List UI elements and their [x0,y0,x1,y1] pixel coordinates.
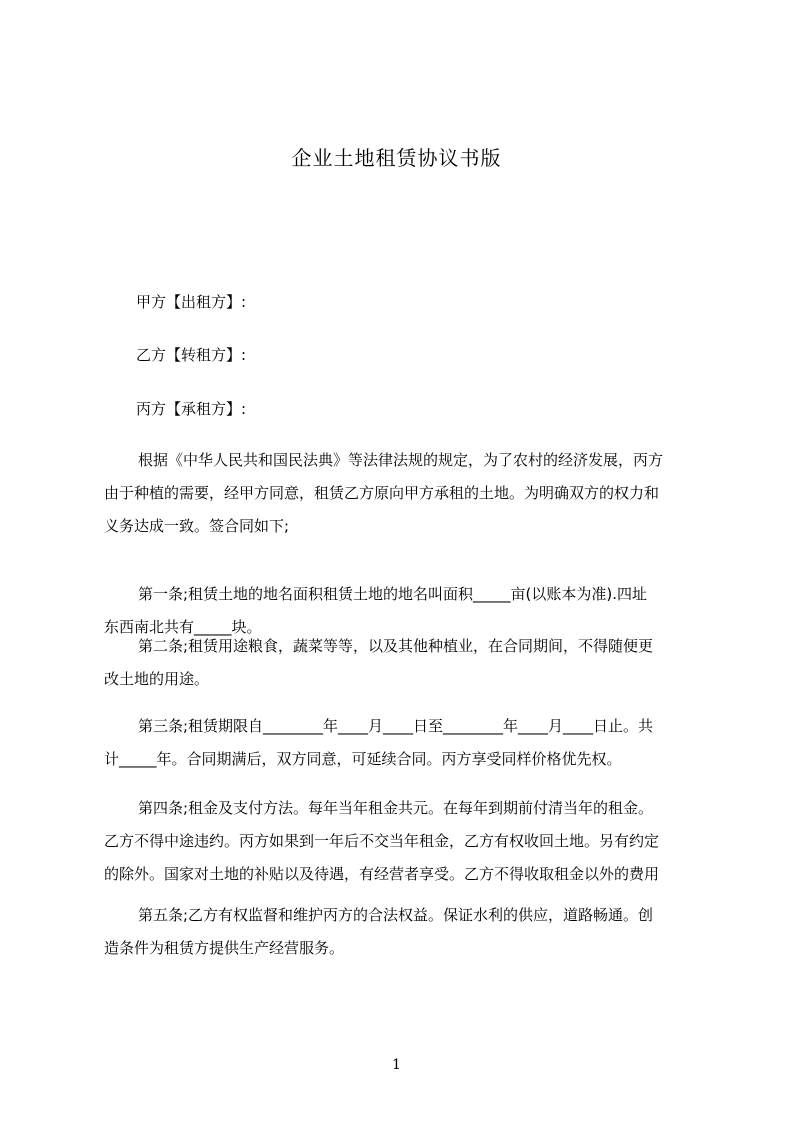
paragraph-line: 根据《中华人民共和国民法典》等法律法规的规定，为了农村的经济发展，丙方 [138,451,664,469]
article-3 [104,710,702,776]
paragraph-line: 义务达成一致。签合同如下; [104,517,290,535]
paragraph-line: 造条件为租赁方提供生产经营服务。 [104,939,345,957]
paragraph-line: 第四条;租金及支付方法。每年当年租金共元。在每年到期前付清当年的租金。 [138,799,654,817]
paragraph-line: 的除外。国家对土地的补贴以及待遇，有经营者享受。乙方不得收取租金以外的费用 [104,865,660,883]
paragraph-preamble [104,444,702,543]
paragraph-line: 由于种植的需要，经甲方同意，租赁乙方原向甲方承租的土地。为明确双方的权力和 [104,484,660,502]
paragraph-line: 乙方不得中途违约。丙方如果到一年后不交当年租金，乙方有权收回土地。另有约定 [104,832,660,850]
paragraph-line: 第五条;乙方有权监督和维护丙方的合法权益。保证水利的供应，道路畅通。创 [138,906,654,924]
party-lessee: 丙方【承租方】: [136,400,247,418]
party-sublessor: 乙方【转租方】: [136,346,247,364]
paragraph-line: 东西南北共有_____块。 [104,618,262,636]
party-lessor: 甲方【出租方】: [136,293,247,311]
paragraph-line: 改土地的用途。 [104,670,210,688]
article-5 [104,899,702,965]
paragraph-line: 第三条;租赁期限自________年____月____日至________年____月____日止。共 [138,717,654,735]
paragraph-line: 第二条;租赁用途粮食，蔬菜等等，以及其他种植业，在合同期间，不得随便更 [138,637,654,655]
page-number: 1 [392,1057,401,1073]
paragraph-line: 第一条;租赁土地的地名面积租赁土地的地名叫面积_____亩(以账本为准).四址 [138,585,648,603]
document-title: 企业土地租赁协议书版 [291,146,502,170]
article-2 [104,630,702,696]
article-4 [104,792,702,891]
paragraph-line: 计_____年。合同期满后，双方同意，可延续合同。丙方享受同样价格优先权。 [104,750,622,768]
